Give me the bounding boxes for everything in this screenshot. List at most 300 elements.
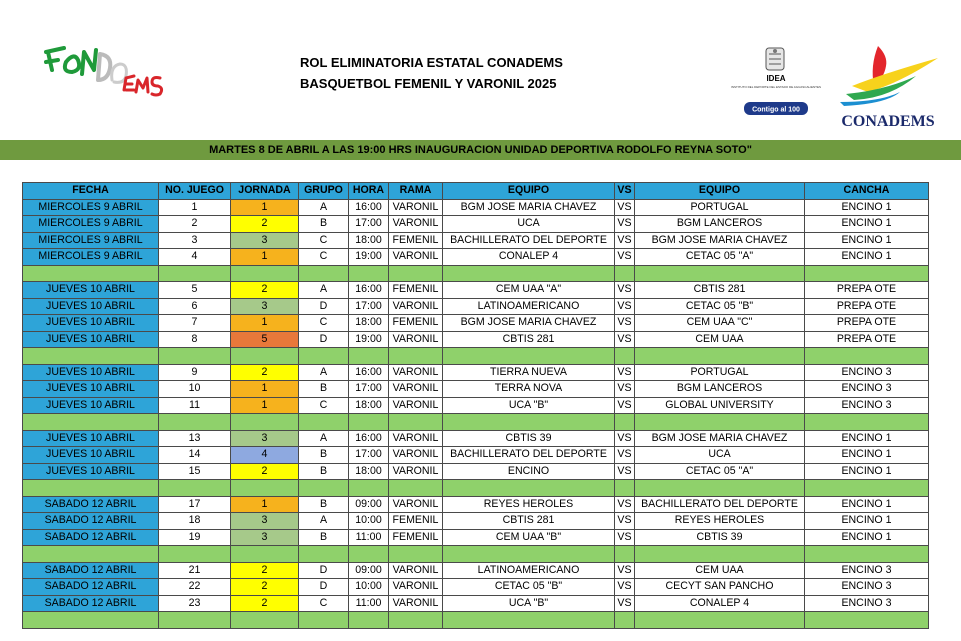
cell-grupo: A — [299, 430, 349, 447]
cell-hora: 17:00 — [349, 381, 389, 398]
table-row — [23, 463, 929, 480]
cell-vs: VS — [615, 315, 635, 332]
cell-fecha: SABADO 12 ABRIL — [23, 496, 159, 513]
cell-equipo2: PORTUGAL — [635, 199, 805, 216]
cell-vs: VS — [615, 282, 635, 299]
table-row — [23, 199, 929, 216]
table-row — [23, 298, 929, 315]
cell-vs: VS — [615, 232, 635, 249]
table-row — [23, 397, 929, 414]
spacer-cell — [159, 480, 231, 497]
cell-grupo: C — [299, 249, 349, 266]
spacer-cell — [805, 265, 929, 282]
cell-vs: VS — [615, 447, 635, 464]
cell-rama: VARONIL — [389, 562, 443, 579]
spacer-cell — [159, 265, 231, 282]
cell-equipo2: CONALEP 4 — [635, 595, 805, 612]
cell-jornada: 1 — [231, 249, 299, 266]
cell-juego: 18 — [159, 513, 231, 530]
cell-hora: 16:00 — [349, 430, 389, 447]
header-cancha: CANCHA — [805, 183, 929, 200]
cell-fecha: JUEVES 10 ABRIL — [23, 381, 159, 398]
table-row — [23, 364, 929, 381]
cell-cancha: PREPA OTE — [805, 282, 929, 299]
cell-cancha: ENCINO 3 — [805, 381, 929, 398]
idea-subtext: INSTITUTO DEL DEPORTE DEL ESTADO DE AGUASCALIENTES — [731, 85, 821, 89]
table-row — [23, 447, 929, 464]
conadems-text: CONADEMS — [841, 113, 935, 130]
spacer-cell — [615, 546, 635, 563]
spacer-row — [23, 546, 929, 563]
spacer-cell — [615, 612, 635, 629]
spacer-cell — [231, 480, 299, 497]
cell-grupo: C — [299, 232, 349, 249]
cell-vs: VS — [615, 529, 635, 546]
cell-rama: VARONIL — [389, 298, 443, 315]
spacer-cell — [231, 414, 299, 431]
cell-equipo2: CEM UAA — [635, 562, 805, 579]
cell-cancha: ENCINO 1 — [805, 216, 929, 233]
spacer-cell — [615, 348, 635, 365]
cell-vs: VS — [615, 216, 635, 233]
cell-fecha: SABADO 12 ABRIL — [23, 562, 159, 579]
cell-rama: FEMENIL — [389, 282, 443, 299]
idea-logo — [731, 46, 821, 118]
spacer-cell — [443, 612, 615, 629]
cell-rama: VARONIL — [389, 447, 443, 464]
cell-rama: VARONIL — [389, 199, 443, 216]
cell-fecha: JUEVES 10 ABRIL — [23, 430, 159, 447]
cell-juego: 7 — [159, 315, 231, 332]
cell-cancha: ENCINO 1 — [805, 447, 929, 464]
cell-fecha: SABADO 12 ABRIL — [23, 529, 159, 546]
cell-juego: 15 — [159, 463, 231, 480]
cell-jornada: 2 — [231, 216, 299, 233]
cell-cancha: ENCINO 3 — [805, 364, 929, 381]
cell-equipo2: UCA — [635, 447, 805, 464]
spacer-cell — [615, 414, 635, 431]
cell-hora: 10:00 — [349, 513, 389, 530]
inauguration-banner: MARTES 8 DE ABRIL A LAS 19:00 HRS INAUGURACION UNIDAD DEPORTIVA RODOLFO REYNA SOTO" — [0, 140, 961, 160]
cell-jornada: 4 — [231, 447, 299, 464]
cell-equipo2: BGM JOSE MARIA CHAVEZ — [635, 430, 805, 447]
spacer-cell — [349, 348, 389, 365]
cell-cancha: ENCINO 1 — [805, 529, 929, 546]
cell-juego: 9 — [159, 364, 231, 381]
header-rama: RAMA — [389, 183, 443, 200]
spacer-cell — [23, 414, 159, 431]
cell-grupo: D — [299, 562, 349, 579]
cell-rama: FEMENIL — [389, 513, 443, 530]
spacer-cell — [805, 612, 929, 629]
spacer-cell — [231, 612, 299, 629]
cell-equipo1: BACHILLERATO DEL DEPORTE — [443, 232, 615, 249]
cell-hora: 09:00 — [349, 562, 389, 579]
cell-hora: 17:00 — [349, 447, 389, 464]
cell-grupo: A — [299, 199, 349, 216]
title-line-1: ROL ELIMINATORIA ESTATAL CONADEMS — [300, 55, 563, 70]
cell-hora: 19:00 — [349, 249, 389, 266]
cell-vs: VS — [615, 463, 635, 480]
cell-juego: 17 — [159, 496, 231, 513]
spacer-cell — [299, 265, 349, 282]
spacer-cell — [805, 480, 929, 497]
header-equipo: EQUIPO — [443, 183, 615, 200]
cell-cancha: ENCINO 1 — [805, 463, 929, 480]
cell-juego: 6 — [159, 298, 231, 315]
cell-vs: VS — [615, 513, 635, 530]
cell-vs: VS — [615, 249, 635, 266]
cell-hora: 09:00 — [349, 496, 389, 513]
cell-rama: VARONIL — [389, 496, 443, 513]
cell-grupo: B — [299, 216, 349, 233]
cell-cancha: ENCINO 3 — [805, 595, 929, 612]
cell-equipo2: CETAC 05 "A" — [635, 249, 805, 266]
cell-equipo1: UCA "B" — [443, 397, 615, 414]
cell-fecha: SABADO 12 ABRIL — [23, 579, 159, 596]
cell-cancha: PREPA OTE — [805, 298, 929, 315]
cell-cancha: PREPA OTE — [805, 331, 929, 348]
cell-vs: VS — [615, 397, 635, 414]
header-vs: VS — [615, 183, 635, 200]
cell-hora: 16:00 — [349, 364, 389, 381]
cell-hora: 10:00 — [349, 579, 389, 596]
spacer-cell — [23, 546, 159, 563]
cell-fecha: JUEVES 10 ABRIL — [23, 364, 159, 381]
cell-jornada: 3 — [231, 232, 299, 249]
spacer-row — [23, 348, 929, 365]
cell-rama: VARONIL — [389, 331, 443, 348]
cell-jornada: 2 — [231, 463, 299, 480]
cell-equipo2: PORTUGAL — [635, 364, 805, 381]
spacer-cell — [389, 348, 443, 365]
cell-equipo1: BACHILLERATO DEL DEPORTE — [443, 447, 615, 464]
cell-grupo: D — [299, 579, 349, 596]
cell-juego: 1 — [159, 199, 231, 216]
cell-hora: 11:00 — [349, 595, 389, 612]
cell-jornada: 2 — [231, 579, 299, 596]
spacer-cell — [231, 348, 299, 365]
cell-grupo: C — [299, 397, 349, 414]
cell-equipo1: UCA — [443, 216, 615, 233]
table-row — [23, 513, 929, 530]
cell-equipo1: LATINOAMERICANO — [443, 298, 615, 315]
cell-juego: 22 — [159, 579, 231, 596]
cell-jornada: 1 — [231, 315, 299, 332]
conadems-logo — [832, 42, 944, 130]
cell-rama: VARONIL — [389, 364, 443, 381]
spacer-cell — [389, 546, 443, 563]
cell-grupo: A — [299, 513, 349, 530]
cell-jornada: 1 — [231, 496, 299, 513]
contigo-text: Contigo al 100 — [752, 106, 800, 114]
cell-vs: VS — [615, 331, 635, 348]
cell-juego: 8 — [159, 331, 231, 348]
cell-cancha: PREPA OTE — [805, 315, 929, 332]
cell-juego: 10 — [159, 381, 231, 398]
cell-hora: 18:00 — [349, 463, 389, 480]
spacer-cell — [231, 546, 299, 563]
spacer-cell — [635, 612, 805, 629]
cell-vs: VS — [615, 579, 635, 596]
spacer-cell — [443, 348, 615, 365]
spacer-cell — [635, 480, 805, 497]
cell-juego: 2 — [159, 216, 231, 233]
cell-cancha: ENCINO 1 — [805, 232, 929, 249]
cell-vs: VS — [615, 430, 635, 447]
svg-text:CONADEMS: CONADEMS — [38, 40, 44, 41]
cell-equipo1: CEM UAA "B" — [443, 529, 615, 546]
cell-grupo: B — [299, 381, 349, 398]
cell-hora: 17:00 — [349, 298, 389, 315]
cell-fecha: JUEVES 10 ABRIL — [23, 447, 159, 464]
table-row — [23, 579, 929, 596]
cell-rama: VARONIL — [389, 216, 443, 233]
table-header-row — [23, 183, 929, 200]
cell-cancha: ENCINO 1 — [805, 249, 929, 266]
cell-rama: FEMENIL — [389, 315, 443, 332]
spacer-cell — [349, 612, 389, 629]
idea-text: IDEA — [766, 74, 786, 83]
cell-rama: FEMENIL — [389, 232, 443, 249]
cell-vs: VS — [615, 381, 635, 398]
cell-jornada: 1 — [231, 381, 299, 398]
cell-juego: 13 — [159, 430, 231, 447]
spacer-row — [23, 414, 929, 431]
cell-grupo: B — [299, 496, 349, 513]
table-row — [23, 595, 929, 612]
cell-rama: VARONIL — [389, 381, 443, 398]
cell-jornada: 2 — [231, 282, 299, 299]
cell-fecha: SABADO 12 ABRIL — [23, 513, 159, 530]
cell-cancha: ENCINO 1 — [805, 430, 929, 447]
spacer-cell — [23, 612, 159, 629]
cell-fecha: JUEVES 10 ABRIL — [23, 282, 159, 299]
spacer-cell — [443, 480, 615, 497]
schedule-table — [22, 182, 929, 629]
page-title — [300, 52, 600, 94]
cell-rama: VARONIL — [389, 463, 443, 480]
table-row — [23, 496, 929, 513]
cell-juego: 21 — [159, 562, 231, 579]
cell-juego: 5 — [159, 282, 231, 299]
cell-equipo2: BGM JOSE MARIA CHAVEZ — [635, 232, 805, 249]
cell-jornada: 2 — [231, 364, 299, 381]
cell-equipo1: TERRA NOVA — [443, 381, 615, 398]
cell-equipo1: CONALEP 4 — [443, 249, 615, 266]
cell-vs: VS — [615, 562, 635, 579]
cell-jornada: 3 — [231, 513, 299, 530]
spacer-row — [23, 265, 929, 282]
spacer-cell — [615, 480, 635, 497]
cell-grupo: D — [299, 331, 349, 348]
table-row — [23, 232, 929, 249]
cell-fecha: SABADO 12 ABRIL — [23, 595, 159, 612]
cell-jornada: 1 — [231, 199, 299, 216]
cell-equipo1: BGM JOSE MARIA CHAVEZ — [443, 199, 615, 216]
cell-equipo2: CECYT SAN PANCHO — [635, 579, 805, 596]
cell-cancha: ENCINO 1 — [805, 513, 929, 530]
spacer-cell — [349, 546, 389, 563]
cell-grupo: B — [299, 447, 349, 464]
spacer-cell — [299, 348, 349, 365]
cell-jornada: 3 — [231, 529, 299, 546]
spacer-cell — [159, 546, 231, 563]
header-fecha: FECHA — [23, 183, 159, 200]
table-row — [23, 315, 929, 332]
cell-hora: 18:00 — [349, 232, 389, 249]
cell-juego: 11 — [159, 397, 231, 414]
cell-juego: 3 — [159, 232, 231, 249]
cell-juego: 4 — [159, 249, 231, 266]
cell-jornada: 3 — [231, 298, 299, 315]
cell-grupo: A — [299, 364, 349, 381]
table-row — [23, 331, 929, 348]
table-row — [23, 562, 929, 579]
cell-grupo: C — [299, 315, 349, 332]
spacer-cell — [159, 348, 231, 365]
cell-equipo1: LATINOAMERICANO — [443, 562, 615, 579]
cell-vs: VS — [615, 199, 635, 216]
spacer-cell — [443, 414, 615, 431]
cell-hora: 19:00 — [349, 331, 389, 348]
spacer-row — [23, 480, 929, 497]
cell-equipo1: BGM JOSE MARIA CHAVEZ — [443, 315, 615, 332]
cell-equipo2: CETAC 05 "A" — [635, 463, 805, 480]
header-grupo: GRUPO — [299, 183, 349, 200]
spacer-cell — [389, 265, 443, 282]
table-row — [23, 381, 929, 398]
spacer-cell — [23, 348, 159, 365]
cell-equipo1: REYES HEROLES — [443, 496, 615, 513]
spacer-cell — [805, 546, 929, 563]
spacer-cell — [615, 265, 635, 282]
cell-grupo: C — [299, 595, 349, 612]
cell-juego: 19 — [159, 529, 231, 546]
conadems-handwritten-logo — [38, 40, 168, 104]
cell-rama: VARONIL — [389, 430, 443, 447]
table-row — [23, 249, 929, 266]
spacer-cell — [349, 414, 389, 431]
cell-equipo2: BGM LANCEROS — [635, 381, 805, 398]
cell-equipo2: REYES HEROLES — [635, 513, 805, 530]
header-equipo: EQUIPO — [635, 183, 805, 200]
spacer-cell — [299, 546, 349, 563]
cell-fecha: MIERCOLES 9 ABRIL — [23, 216, 159, 233]
spacer-cell — [805, 414, 929, 431]
spacer-cell — [389, 414, 443, 431]
cell-equipo1: ENCINO — [443, 463, 615, 480]
cell-vs: VS — [615, 298, 635, 315]
cell-rama: VARONIL — [389, 595, 443, 612]
cell-hora: 16:00 — [349, 282, 389, 299]
spacer-cell — [23, 480, 159, 497]
cell-grupo: D — [299, 298, 349, 315]
cell-hora: 16:00 — [349, 199, 389, 216]
table-row — [23, 282, 929, 299]
spacer-cell — [349, 265, 389, 282]
cell-equipo2: BACHILLERATO DEL DEPORTE — [635, 496, 805, 513]
cell-fecha: JUEVES 10 ABRIL — [23, 331, 159, 348]
cell-fecha: MIERCOLES 9 ABRIL — [23, 232, 159, 249]
header-no-juego: NO. JUEGO — [159, 183, 231, 200]
spacer-row — [23, 612, 929, 629]
cell-jornada: 2 — [231, 595, 299, 612]
cell-equipo2: CEM UAA — [635, 331, 805, 348]
table-row — [23, 529, 929, 546]
cell-rama: VARONIL — [389, 579, 443, 596]
spacer-cell — [299, 480, 349, 497]
cell-equipo1: CBTIS 39 — [443, 430, 615, 447]
cell-grupo: A — [299, 282, 349, 299]
cell-hora: 17:00 — [349, 216, 389, 233]
spacer-cell — [635, 546, 805, 563]
cell-cancha: ENCINO 3 — [805, 562, 929, 579]
cell-jornada: 1 — [231, 397, 299, 414]
spacer-cell — [635, 414, 805, 431]
cell-hora: 11:00 — [349, 529, 389, 546]
cell-cancha: ENCINO 1 — [805, 496, 929, 513]
spacer-cell — [349, 480, 389, 497]
cell-equipo2: GLOBAL UNIVERSITY — [635, 397, 805, 414]
header-hora: HORA — [349, 183, 389, 200]
spacer-cell — [635, 265, 805, 282]
spacer-cell — [443, 546, 615, 563]
table-row — [23, 430, 929, 447]
cell-fecha: MIERCOLES 9 ABRIL — [23, 249, 159, 266]
cell-fecha: JUEVES 10 ABRIL — [23, 298, 159, 315]
cell-equipo1: CBTIS 281 — [443, 513, 615, 530]
cell-cancha: ENCINO 1 — [805, 199, 929, 216]
cell-equipo1: CBTIS 281 — [443, 331, 615, 348]
spacer-cell — [159, 612, 231, 629]
cell-equipo1: UCA "B" — [443, 595, 615, 612]
cell-equipo2: CBTIS 281 — [635, 282, 805, 299]
spacer-cell — [635, 348, 805, 365]
cell-grupo: B — [299, 463, 349, 480]
cell-juego: 14 — [159, 447, 231, 464]
cell-jornada: 2 — [231, 562, 299, 579]
cell-jornada: 3 — [231, 430, 299, 447]
cell-vs: VS — [615, 595, 635, 612]
cell-fecha: JUEVES 10 ABRIL — [23, 315, 159, 332]
spacer-cell — [389, 612, 443, 629]
cell-fecha: MIERCOLES 9 ABRIL — [23, 199, 159, 216]
cell-fecha: JUEVES 10 ABRIL — [23, 397, 159, 414]
cell-fecha: JUEVES 10 ABRIL — [23, 463, 159, 480]
cell-jornada: 5 — [231, 331, 299, 348]
cell-rama: VARONIL — [389, 249, 443, 266]
cell-equipo2: CETAC 05 "B" — [635, 298, 805, 315]
cell-hora: 18:00 — [349, 397, 389, 414]
cell-equipo1: CETAC 05 "B" — [443, 579, 615, 596]
cell-rama: VARONIL — [389, 397, 443, 414]
cell-equipo2: BGM LANCEROS — [635, 216, 805, 233]
cell-equipo2: CEM UAA "C" — [635, 315, 805, 332]
header-jornada: JORNADA — [231, 183, 299, 200]
cell-equipo1: CEM UAA "A" — [443, 282, 615, 299]
spacer-cell — [805, 348, 929, 365]
cell-cancha: ENCINO 3 — [805, 397, 929, 414]
spacer-cell — [299, 612, 349, 629]
spacer-cell — [23, 265, 159, 282]
spacer-cell — [231, 265, 299, 282]
table-row — [23, 216, 929, 233]
cell-hora: 18:00 — [349, 315, 389, 332]
spacer-cell — [299, 414, 349, 431]
cell-juego: 23 — [159, 595, 231, 612]
cell-equipo2: CBTIS 39 — [635, 529, 805, 546]
